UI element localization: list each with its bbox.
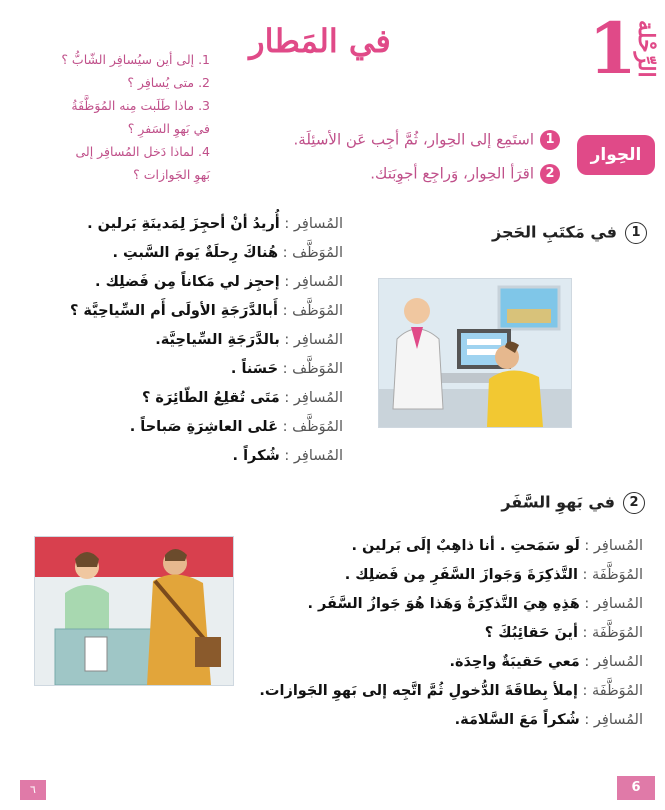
dialogue-line [13, 245, 343, 274]
speaker-label: المُوَظَّف : [282, 303, 343, 319]
unit-title: الرِّحْلة [633, 20, 659, 78]
dialogue-tab: الحِوار [577, 135, 655, 175]
dialogue-line [13, 448, 343, 477]
utterance: هُناكَ رِحلَةٌ يَومَ السَّبتِ . [112, 245, 279, 261]
question-3-cont: في بَهوِ السَفرِ ؟ [127, 121, 210, 136]
instruction-text-1: استَمِع إلى الحِوار، ثُمَّ أجِب عَن الأسئِلَة. [293, 130, 534, 149]
dialogue-line [223, 654, 643, 683]
speaker-label: المُسافِر : [584, 596, 643, 612]
speaker-label: المُسافِر : [584, 654, 643, 670]
utterance: أُريدُ أنْ أحجِزَ لِمَدينَةِ بَرلين . [87, 216, 280, 232]
page-title: في المَطار [249, 22, 391, 60]
utterance: مَعي حَقيبَةٌ واحِدَة. [449, 654, 580, 670]
section-1-title: في مَكتَبِ الحَجز [492, 222, 617, 242]
instruction-2 [230, 164, 560, 184]
dialogue-line [13, 361, 343, 390]
section-1-heading [492, 222, 647, 244]
section-2-number: 2 [623, 492, 645, 514]
utterance: التَّذكِرَةَ وَجَوازَ السَّفَرِ مِن فَضلِك . [344, 567, 578, 583]
dialogue-line [13, 216, 343, 245]
dialogue-line [223, 567, 643, 596]
question-1: 1. إلى أين سيُسافِر الشّابُّ ؟ [61, 52, 210, 67]
dialogue-line [223, 625, 643, 654]
speaker-label: المُوَظَّفَة : [582, 625, 643, 641]
utterance: مَتَى تُقلِعُ الطّائِرَة ؟ [141, 390, 280, 406]
speaker-label: المُسافِر : [284, 332, 343, 348]
dialogue-line [13, 332, 343, 361]
departure-hall-drawing [35, 537, 233, 685]
section-2-title: في بَهوِ السَّفَر [501, 492, 615, 512]
utterance: عَلى العاشِرَةِ صَباحاً . [129, 419, 279, 435]
dialogue-line [223, 683, 643, 712]
utterance: لَو سَمَحتِ . أنا ذاهِبٌ إلَى بَرلين . [351, 538, 580, 554]
speaker-label: المُوَظَّف : [282, 361, 343, 377]
dialogue-line [13, 274, 343, 303]
question-2: 2. متى يُسافِر ؟ [127, 75, 210, 90]
section-1-number: 1 [625, 222, 647, 244]
utterance: هَذِهِ هِيَ التَّذكِرَةُ وَهَذا هُوَ جَوازُ السَّفَر . [307, 596, 580, 612]
utterance: شُكراً . [232, 448, 280, 464]
instruction-text-2: اقرَأ الحِوار، وَراجِع أجوِبَتك. [370, 164, 534, 183]
speaker-label: المُسافِر : [284, 216, 343, 232]
unit-number: 1 [588, 7, 637, 90]
dialogue-line [13, 390, 343, 419]
speaker-label: المُسافِر : [284, 274, 343, 290]
utterance: إحجِز لي مَكاناً مِن فَضلِك . [95, 274, 280, 290]
booking-office-illustration [378, 278, 572, 428]
dialogue-line [223, 538, 643, 567]
questions-list [60, 48, 210, 186]
section-1-dialogue [13, 216, 343, 477]
dialogue-line [13, 419, 343, 448]
page-number-badge-arabic: ٦ [20, 780, 46, 800]
booking-office-drawing [379, 279, 571, 427]
dialogue-line [223, 712, 643, 741]
page-number-badge: 6 [617, 776, 655, 800]
speaker-label: المُسافِر : [284, 390, 343, 406]
speaker-label: المُسافِر : [584, 712, 643, 728]
question-3: 3. ماذا طَلَبت مِنه المُوَظَّفَةُ [71, 98, 210, 113]
question-4: 4. لماذا دَخل المُسافِر إلى [75, 144, 210, 159]
section-2-heading [501, 492, 645, 514]
speaker-label: المُسافِر : [284, 448, 343, 464]
utterance: أينَ حَقائِبُكَ ؟ [484, 625, 578, 641]
speaker-label: المُوَظَّف : [282, 245, 343, 261]
utterance: شُكراً مَعَ السَّلامَة. [454, 712, 580, 728]
dialogue-line [223, 596, 643, 625]
utterance: بالدَّرَجَةِ السِّياحِيَّة. [155, 332, 280, 348]
instruction-number-1: 1 [540, 130, 560, 150]
dialogue-line [13, 303, 343, 332]
speaker-label: المُوَظَّفَة : [582, 683, 643, 699]
question-4-cont: بَهوِ الجَوازات ؟ [133, 167, 210, 182]
section-2-dialogue [223, 538, 643, 741]
speaker-label: المُوَظَّف : [282, 419, 343, 435]
departure-hall-illustration [34, 536, 234, 686]
speaker-label: المُسافِر : [584, 538, 643, 554]
instruction-number-2: 2 [540, 164, 560, 184]
speaker-label: المُوَظَّفَة : [582, 567, 643, 583]
utterance: أَبالدَّرَجَةِ الأولَى أَم السِّياحِيَّة ؟ [69, 303, 279, 319]
utterance: حَسَناً . [230, 361, 279, 377]
utterance: إملأ بِطاقَةَ الدُّخولِ ثُمَّ اتَّجِه إلى بَهوِ الجَوازات. [259, 683, 578, 699]
instruction-1 [230, 130, 560, 150]
